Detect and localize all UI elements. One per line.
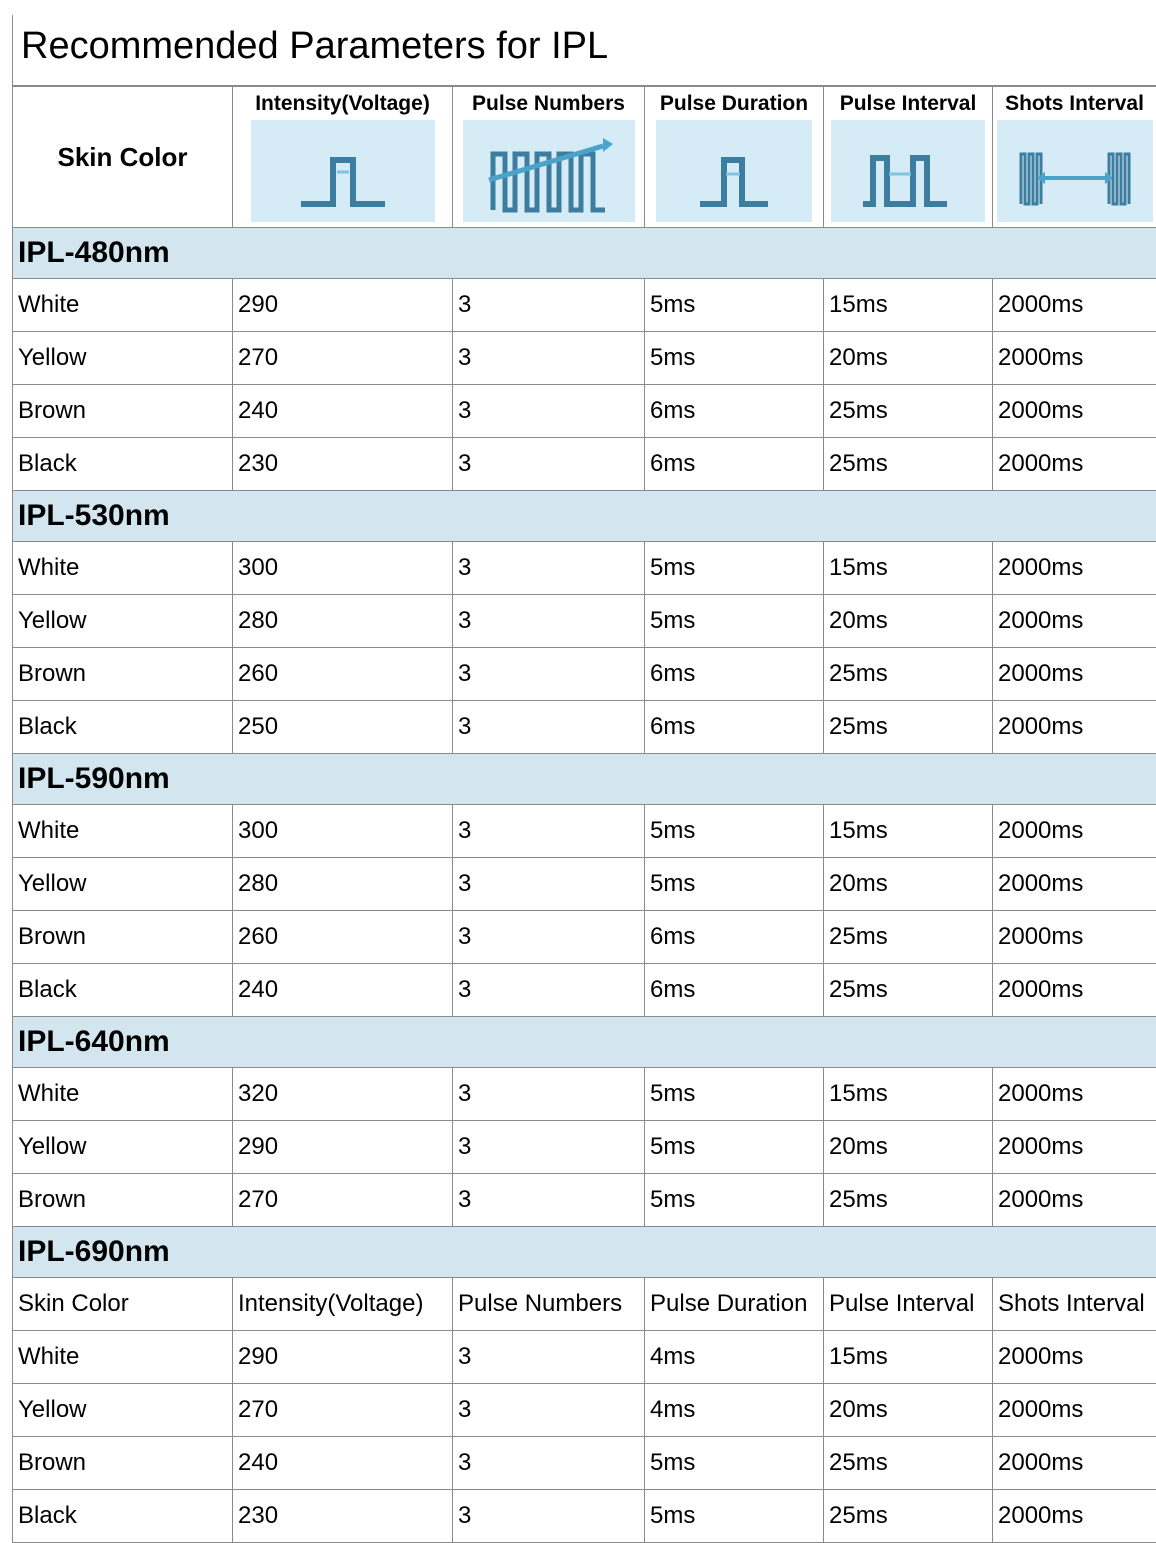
pulse-numbers-cell: 3 (453, 858, 645, 911)
table-row (13, 1384, 1156, 1437)
table-row (13, 595, 1156, 648)
pulse-interval-icon (831, 120, 985, 222)
pulse-interval-cell: 25ms (824, 1174, 993, 1227)
shots-interval-cell: 2000ms (993, 1437, 1156, 1490)
pulse-numbers-cell: 3 (453, 1331, 645, 1384)
table-row (13, 279, 1156, 332)
shots-interval-cell: 2000ms (993, 438, 1156, 491)
shots-interval-cell: 2000ms (993, 1384, 1156, 1437)
section-row (13, 1227, 1156, 1278)
intensity-cell: 260 (233, 648, 453, 701)
header-intensity (233, 87, 453, 228)
intensity-cell: 240 (233, 385, 453, 438)
pulse-duration-cell: 5ms (645, 595, 824, 648)
pulse-numbers-cell: 3 (453, 1068, 645, 1121)
pulse-interval-cell: 25ms (824, 385, 993, 438)
shots-interval-cell: 2000ms (993, 858, 1156, 911)
pulse-numbers-cell: 3 (453, 279, 645, 332)
pulse-duration-cell: 5ms (645, 279, 824, 332)
pulse-numbers-cell: 3 (453, 1174, 645, 1227)
skin-color-cell: Yellow (13, 1384, 233, 1437)
pulse-numbers-cell: 3 (453, 1121, 645, 1174)
header-pulse-interval (824, 87, 993, 228)
pulse-interval-cell: 15ms (824, 1068, 993, 1121)
section-title: IPL-530nm (13, 491, 1156, 542)
shots-interval-cell: 2000ms (993, 595, 1156, 648)
section-row (13, 754, 1156, 805)
header-pulse-numbers-label: Pulse Numbers (453, 92, 644, 116)
table-row (13, 858, 1156, 911)
table-row (13, 1068, 1156, 1121)
table-row (13, 701, 1156, 754)
header-shots-interval (993, 87, 1156, 228)
table-row (13, 964, 1156, 1017)
sub-header-cell: Intensity(Voltage) (233, 1278, 453, 1331)
section-row (13, 491, 1156, 542)
shots-interval-cell: 2000ms (993, 1174, 1156, 1227)
shots-interval-cell: 2000ms (993, 385, 1156, 438)
skin-color-cell: Brown (13, 911, 233, 964)
intensity-cell: 270 (233, 1384, 453, 1437)
header-intensity-label: Intensity(Voltage) (233, 92, 452, 116)
shots-interval-icon (997, 120, 1153, 222)
intensity-cell: 300 (233, 542, 453, 595)
pulse-numbers-cell: 3 (453, 332, 645, 385)
skin-color-cell: Brown (13, 1437, 233, 1490)
shots-interval-cell: 2000ms (993, 279, 1156, 332)
pulse-interval-cell: 25ms (824, 701, 993, 754)
section-row (13, 1017, 1156, 1068)
pulse-duration-cell: 5ms (645, 332, 824, 385)
sub-header-cell: Pulse Numbers (453, 1278, 645, 1331)
pulse-numbers-cell: 3 (453, 595, 645, 648)
pulse-duration-cell: 5ms (645, 1437, 824, 1490)
pulse-numbers-cell: 3 (453, 1490, 645, 1543)
header-pulse-duration-label: Pulse Duration (645, 92, 823, 116)
skin-color-cell: White (13, 805, 233, 858)
table-row (13, 332, 1156, 385)
shots-interval-cell: 2000ms (993, 1490, 1156, 1543)
pulse-numbers-cell: 3 (453, 701, 645, 754)
pulse-interval-cell: 15ms (824, 542, 993, 595)
skin-color-cell: White (13, 1331, 233, 1384)
section-row (13, 228, 1156, 279)
pulse-interval-cell: 20ms (824, 1121, 993, 1174)
pulse-numbers-cell: 3 (453, 805, 645, 858)
skin-color-cell: Yellow (13, 858, 233, 911)
pulse-duration-cell: 6ms (645, 648, 824, 701)
shots-interval-cell: 2000ms (993, 805, 1156, 858)
skin-color-cell: Yellow (13, 1121, 233, 1174)
pulse-interval-cell: 25ms (824, 648, 993, 701)
header-row (13, 87, 1156, 228)
pulse-duration-cell: 5ms (645, 542, 824, 595)
shots-interval-cell: 2000ms (993, 701, 1156, 754)
pulse-duration-cell: 6ms (645, 911, 824, 964)
pulse-numbers-cell: 3 (453, 911, 645, 964)
pulse-numbers-cell: 3 (453, 964, 645, 1017)
shots-interval-cell: 2000ms (993, 1331, 1156, 1384)
pulse-duration-cell: 4ms (645, 1384, 824, 1437)
pulse-interval-cell: 25ms (824, 911, 993, 964)
skin-color-cell: Black (13, 438, 233, 491)
pulse-interval-cell: 20ms (824, 1384, 993, 1437)
table-row (13, 1490, 1156, 1543)
shots-interval-cell: 2000ms (993, 911, 1156, 964)
pulse-duration-cell: 6ms (645, 438, 824, 491)
intensity-cell: 270 (233, 332, 453, 385)
pulse-interval-cell: 15ms (824, 805, 993, 858)
pulse-duration-cell: 6ms (645, 385, 824, 438)
sub-header-cell: Shots Interval (993, 1278, 1156, 1331)
intensity-cell: 230 (233, 1490, 453, 1543)
skin-color-cell: White (13, 279, 233, 332)
intensity-cell: 240 (233, 964, 453, 1017)
table-row (13, 385, 1156, 438)
intensity-cell: 290 (233, 279, 453, 332)
parameters-table (12, 86, 1156, 1543)
pulse-numbers-cell: 3 (453, 648, 645, 701)
skin-color-cell: White (13, 542, 233, 595)
pulse-duration-cell: 5ms (645, 858, 824, 911)
page-title: Recommended Parameters for IPL (21, 25, 608, 68)
table-row (13, 911, 1156, 964)
intensity-cell: 270 (233, 1174, 453, 1227)
intensity-cell: 320 (233, 1068, 453, 1121)
pulse-interval-cell: 25ms (824, 1437, 993, 1490)
pulse-duration-cell: 6ms (645, 701, 824, 754)
skin-color-cell: Yellow (13, 332, 233, 385)
table-row (13, 805, 1156, 858)
pulse-interval-cell: 25ms (824, 1490, 993, 1543)
table-row (13, 438, 1156, 491)
pulse-duration-cell: 5ms (645, 1068, 824, 1121)
skin-color-cell: Brown (13, 385, 233, 438)
pulse-duration-cell: 5ms (645, 1121, 824, 1174)
skin-color-cell: Brown (13, 648, 233, 701)
pulse-numbers-cell: 3 (453, 1384, 645, 1437)
header-pulse-numbers (453, 87, 645, 228)
intensity-cell: 290 (233, 1331, 453, 1384)
pulse-train-icon (463, 120, 635, 222)
intensity-cell: 300 (233, 805, 453, 858)
pulse-duration-icon (656, 120, 812, 222)
skin-color-cell: Black (13, 964, 233, 1017)
header-skin-color: Skin Color (13, 87, 233, 228)
table-row (13, 648, 1156, 701)
intensity-cell: 250 (233, 701, 453, 754)
pulse-interval-cell: 15ms (824, 1331, 993, 1384)
single-pulse-icon (251, 120, 435, 222)
intensity-cell: 260 (233, 911, 453, 964)
pulse-duration-cell: 5ms (645, 1490, 824, 1543)
shots-interval-cell: 2000ms (993, 542, 1156, 595)
section-title: IPL-480nm (13, 228, 1156, 279)
intensity-cell: 230 (233, 438, 453, 491)
shots-interval-cell: 2000ms (993, 1121, 1156, 1174)
skin-color-cell: Black (13, 701, 233, 754)
intensity-cell: 240 (233, 1437, 453, 1490)
pulse-duration-cell: 5ms (645, 1174, 824, 1227)
skin-color-cell: Brown (13, 1174, 233, 1227)
pulse-numbers-cell: 3 (453, 1437, 645, 1490)
sub-header-cell: Skin Color (13, 1278, 233, 1331)
pulse-numbers-cell: 3 (453, 385, 645, 438)
sub-header-cell: Pulse Interval (824, 1278, 993, 1331)
pulse-interval-cell: 20ms (824, 858, 993, 911)
section-title: IPL-590nm (13, 754, 1156, 805)
skin-color-cell: Black (13, 1490, 233, 1543)
table-row (13, 542, 1156, 595)
intensity-cell: 290 (233, 1121, 453, 1174)
shots-interval-cell: 2000ms (993, 964, 1156, 1017)
table-row (13, 1437, 1156, 1490)
pulse-duration-cell: 4ms (645, 1331, 824, 1384)
table-row (13, 1174, 1156, 1227)
section-title: IPL-690nm (13, 1227, 1156, 1278)
shots-interval-cell: 2000ms (993, 332, 1156, 385)
pulse-interval-cell: 25ms (824, 438, 993, 491)
pulse-interval-cell: 25ms (824, 964, 993, 1017)
pulse-interval-cell: 20ms (824, 332, 993, 385)
intensity-cell: 280 (233, 595, 453, 648)
pulse-numbers-cell: 3 (453, 438, 645, 491)
pulse-interval-cell: 15ms (824, 279, 993, 332)
header-shots-interval-label: Shots Interval (993, 92, 1156, 116)
sub-header-row (13, 1278, 1156, 1331)
header-pulse-interval-label: Pulse Interval (824, 92, 992, 116)
pulse-duration-cell: 5ms (645, 805, 824, 858)
title-row (12, 15, 1156, 86)
table-row (13, 1121, 1156, 1174)
skin-color-cell: White (13, 1068, 233, 1121)
header-pulse-duration (645, 87, 824, 228)
shots-interval-cell: 2000ms (993, 648, 1156, 701)
shots-interval-cell: 2000ms (993, 1068, 1156, 1121)
section-title: IPL-640nm (13, 1017, 1156, 1068)
pulse-numbers-cell: 3 (453, 542, 645, 595)
table-row (13, 1331, 1156, 1384)
pulse-duration-cell: 6ms (645, 964, 824, 1017)
skin-color-cell: Yellow (13, 595, 233, 648)
sub-header-cell: Pulse Duration (645, 1278, 824, 1331)
pulse-interval-cell: 20ms (824, 595, 993, 648)
intensity-cell: 280 (233, 858, 453, 911)
